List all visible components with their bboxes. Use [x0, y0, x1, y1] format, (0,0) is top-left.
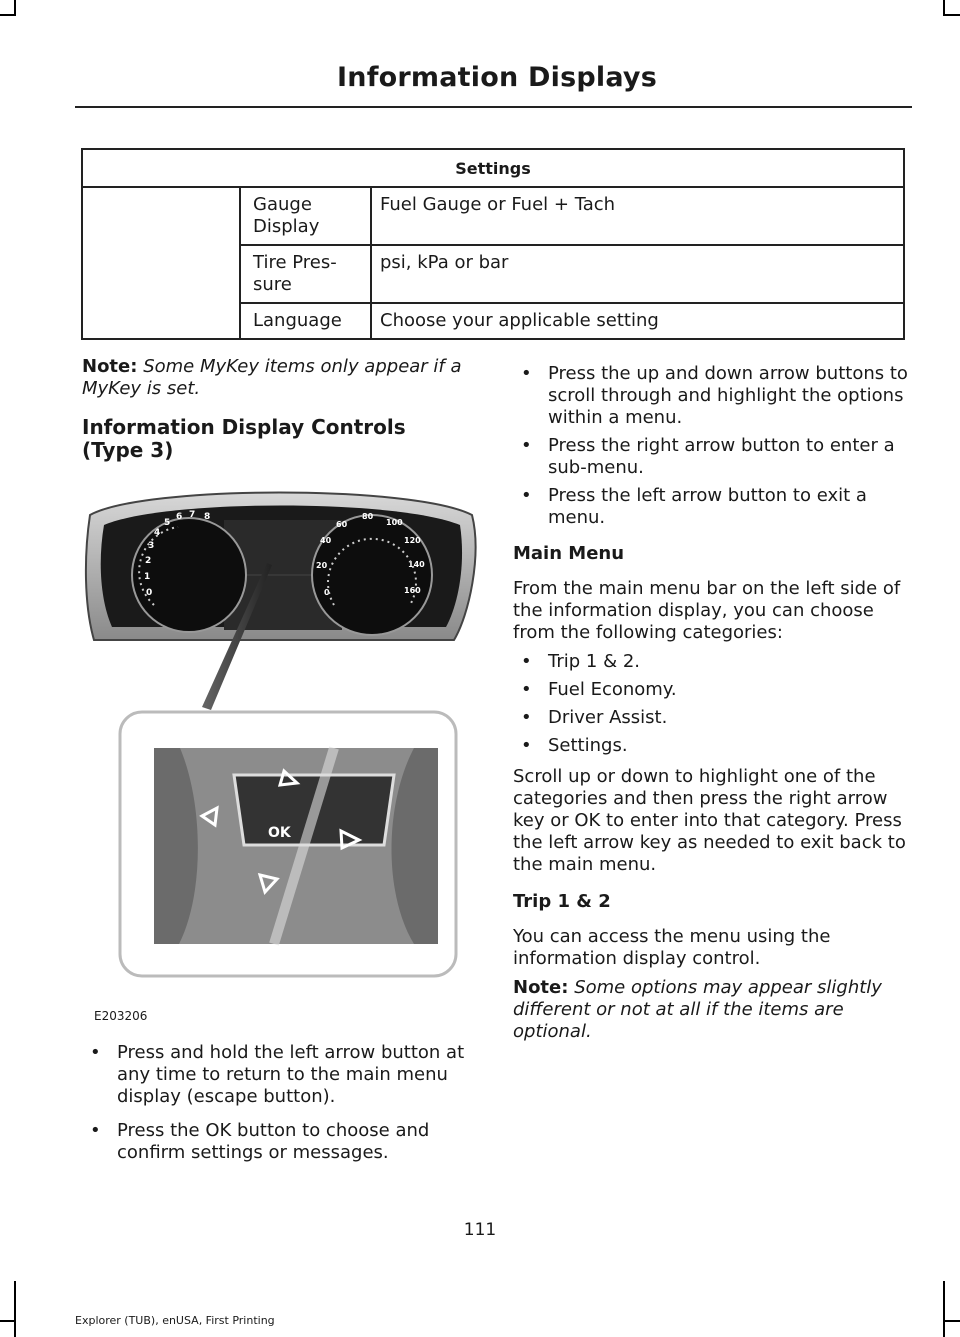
- list-item: • Driver Assist.: [521, 707, 668, 728]
- section-title: Information Display Controls (Type 3): [82, 415, 406, 462]
- list-item: • Press the OK button to choose and confirm settings or messages.: [90, 1120, 430, 1163]
- table-row-label: Language: [240, 303, 371, 339]
- svg-text:0: 0: [324, 588, 330, 597]
- svg-text:3: 3: [148, 541, 155, 551]
- list-item: • Press the up and down arrow buttons to scroll through and highlight the options within a menu.: [521, 363, 908, 428]
- right-bullet-list: [513, 363, 908, 529]
- note-text: Some MyKey items only appear if a MyKey is set.: [82, 356, 462, 399]
- trip-title: Trip 1 & 2: [513, 891, 611, 912]
- svg-text:100: 100: [386, 518, 403, 527]
- cluster-figure: [84, 475, 478, 1033]
- svg-text:6: 6: [176, 512, 183, 522]
- svg-text:4: 4: [154, 528, 161, 538]
- list-item: • Trip 1 & 2.: [521, 651, 641, 672]
- svg-text:0: 0: [146, 588, 153, 598]
- category-list: [513, 651, 908, 757]
- table-row-label: Gauge Display: [240, 187, 371, 245]
- svg-text:40: 40: [320, 536, 332, 545]
- table-row-value: psi, kPa or bar: [371, 245, 904, 303]
- left-bullet-list: [82, 1042, 480, 1164]
- svg-text:2: 2: [145, 556, 152, 566]
- scroll-instructions: Scroll up or down to highlight one of the categories and then press the right arrow key or OK to enter into that category. Press the left arrow key as needed to exit back to the main menu.: [513, 766, 906, 875]
- svg-text:140: 140: [408, 560, 425, 569]
- page-header-title: Information Displays: [337, 62, 657, 93]
- svg-text:5: 5: [164, 518, 171, 528]
- settings-table-title: Settings: [82, 149, 904, 187]
- list-item: • Fuel Economy.: [521, 679, 677, 700]
- settings-table: [81, 148, 905, 340]
- list-item: • Press and hold the left arrow button at any time to return to the main menu display (escape button).: [90, 1042, 465, 1107]
- svg-text:7: 7: [189, 510, 196, 520]
- table-row-value: Fuel Gauge or Fuel + Tach: [371, 187, 904, 245]
- page-number: 111: [463, 1220, 497, 1240]
- list-item: • Press the left arrow button to exit a menu.: [521, 485, 867, 528]
- note-prefix: Note:: [513, 977, 569, 998]
- header-rule: [75, 106, 912, 108]
- table-row: [82, 187, 904, 245]
- table-row-value: Choose your applicable setting: [371, 303, 904, 339]
- table-row-label: Tire Pres- sure: [240, 245, 371, 303]
- trip-text: You can access the menu using the information display control.: [513, 926, 831, 969]
- main-menu-intro: From the main menu bar on the left side of the information display, you can choose from the following categories:: [513, 578, 901, 643]
- svg-text:80: 80: [362, 512, 374, 521]
- table-empty-cell: [82, 187, 240, 339]
- footer-text: Explorer (TUB), enUSA, First Printing: [75, 1314, 275, 1327]
- svg-text:60: 60: [336, 520, 348, 529]
- svg-text:8: 8: [204, 512, 211, 522]
- figure-code: E203206: [94, 1009, 148, 1023]
- mykey-note: [82, 356, 482, 400]
- svg-text:1: 1: [144, 572, 151, 582]
- note-text: Some options may appear slightly different or not at all if the items are optional.: [513, 977, 882, 1042]
- list-item: • Settings.: [521, 735, 628, 756]
- svg-text:160: 160: [404, 586, 421, 595]
- svg-text:120: 120: [404, 536, 421, 545]
- options-note: [513, 977, 908, 1043]
- svg-text:20: 20: [316, 561, 328, 570]
- ok-button-label: OK: [268, 825, 291, 841]
- list-item: • Press the right arrow button to enter a sub-menu.: [521, 435, 895, 478]
- instrument-cluster-illustration: [84, 475, 478, 1033]
- note-prefix: Note:: [82, 356, 138, 377]
- main-menu-title: Main Menu: [513, 543, 625, 564]
